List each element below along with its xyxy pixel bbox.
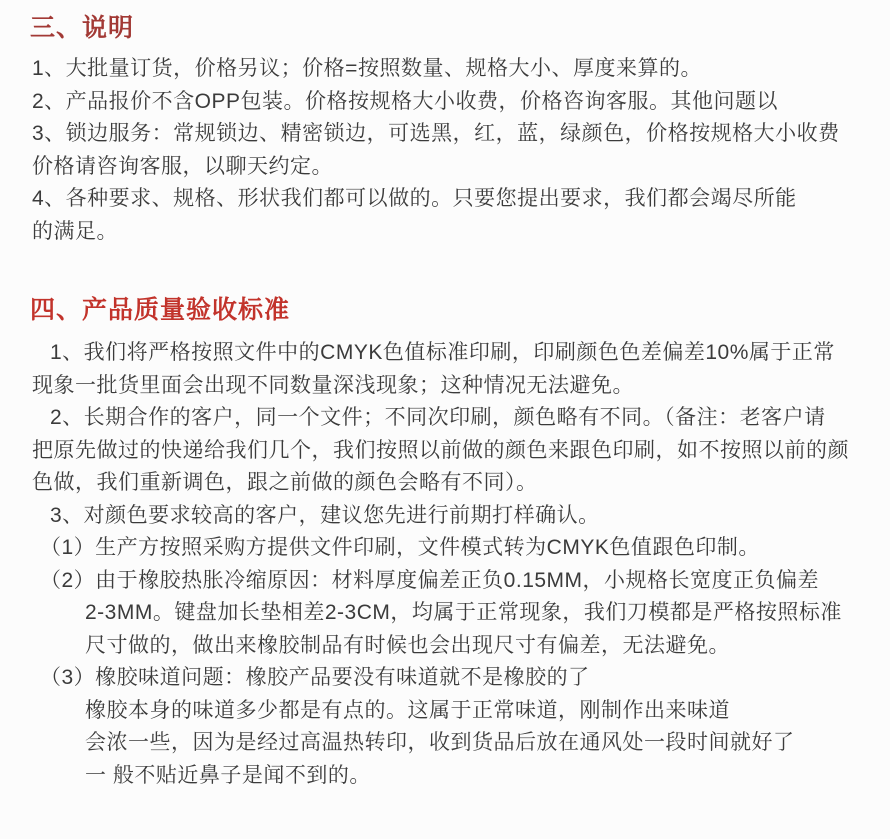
text-line: 把原先做过的快递给我们几个，我们按照以前做的颜色来跟色印刷，如不按照以前的颜 — [32, 438, 849, 462]
text-line: 色做，我们重新调色，跟之前做的颜色会略有不同）。 — [32, 471, 538, 494]
text-line: 3、锁边服务：常规锁边、精密锁边，可选黑，红，蓝，绿颜色，价格按规格大小收费 — [32, 122, 840, 145]
text-line: 会浓一些，因为是经过高温热转印，收到货品后放在通风处一段时间就好了 — [85, 731, 795, 754]
text-line: （2）由于橡胶热胀冷缩原因：材料厚度偏差正负0.15MM，小规格长宽度正负偏差 — [40, 568, 820, 592]
text-line: （1）生产方按照采购方提供文件印刷，文件模式转为CMYK色值跟色印制。 — [40, 536, 760, 559]
text-line: 一 般不贴近鼻子是闻不到的。 — [85, 763, 371, 787]
text-line: 价格请咨询客服，以聊天约定。 — [32, 154, 333, 178]
text-line: 尺寸做的，做出来橡胶制品有时候也会出现尺寸有偏差，无法避免。 — [85, 633, 730, 657]
text-line: 2-3MM。键盘加长垫相差2-3CM，均属于正常现象，我们刀模都是严格按照标准 — [85, 601, 842, 624]
section4-body — [32, 337, 872, 792]
text-line: 橡胶本身的味道多少都是有点的。这属于正常味道，刚制作出来味道 — [85, 698, 730, 722]
section3-body — [32, 53, 872, 248]
text-line: 现象一批货里面会出现不同数量深浅现象；这种情况无法避免。 — [32, 373, 634, 397]
text-line: 4、各种要求、规格、形状我们都可以做的。只要您提出要求，我们都会竭尽所能 — [32, 187, 797, 210]
text-line: 2、产品报价不含OPP包装。价格按规格大小收费，价格咨询客服。其他问题以 — [32, 89, 779, 113]
text-line: 2、长期合作的客户，同一个文件；不同次印刷，颜色略有不同。（备注：老客户请 — [50, 406, 826, 429]
text-line: 1、大批量订货，价格另议；价格=按照数量、规格大小、厚度来算的。 — [32, 57, 702, 80]
text-line: 的满足。 — [32, 219, 118, 243]
section4-heading: 四、产品质量验收标准 — [30, 296, 291, 324]
text-line: 1、我们将严格按照文件中的CMYK色值标准印刷，印刷颜色色差偏差10%属于正常 — [50, 341, 835, 364]
section3-heading: 三、说明 — [30, 14, 135, 42]
text-line: 3、对颜色要求较高的客户，建议您先进行前期打样确认。 — [50, 503, 600, 527]
text-line: （3）橡胶味道问题：橡胶产品要没有味道就不是橡胶的了 — [40, 666, 590, 689]
